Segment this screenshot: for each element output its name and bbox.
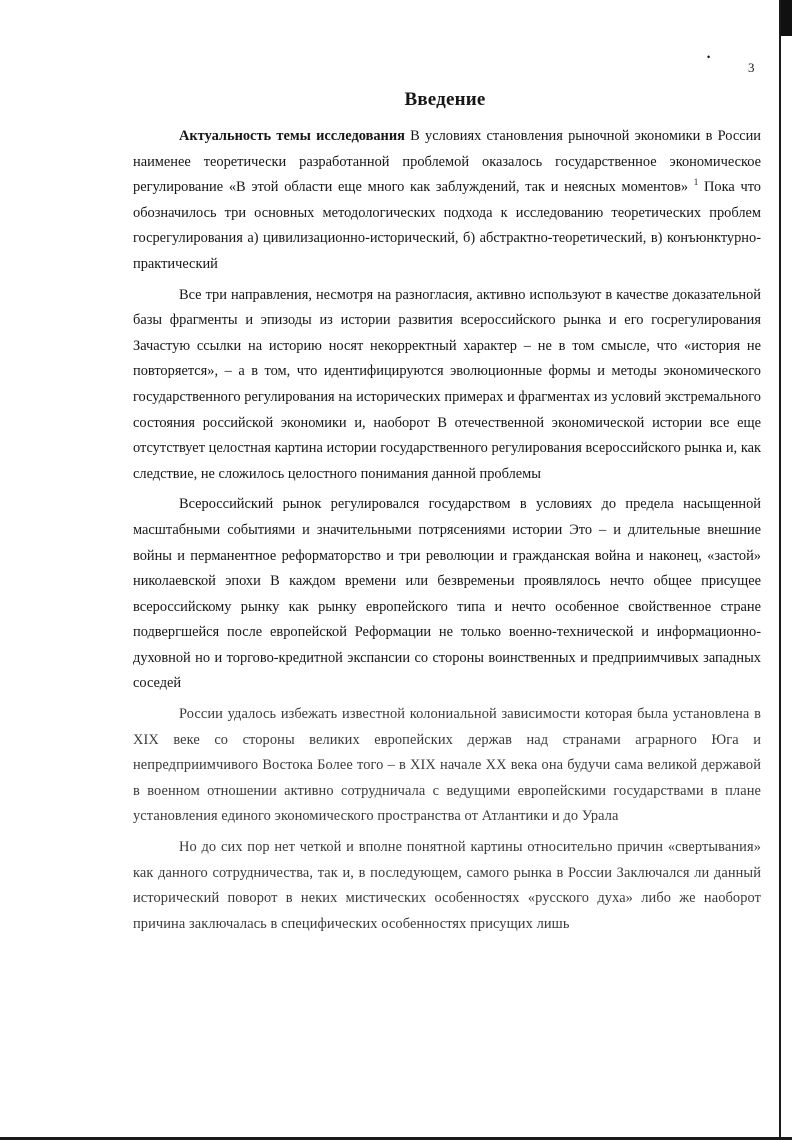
- topic-label: Актуальность темы исследования: [179, 128, 405, 144]
- page-mark: •: [707, 52, 711, 62]
- page-title: Введение: [404, 89, 486, 110]
- paragraph-intro-text-end: Пока что обозначилось три основных методологических подхода к исследованию теоретических проблем госрегулирования а) цивилизационно-исторический, б) абстрактно-теоретический, в) конъюнктурно-практический: [133, 179, 761, 272]
- paragraph: Но до сих пор нет четкой и вполне понятной картины относительно причин «свертывания» как данного сотрудничества, так и, в последующем, самого рынка в России Заключался ли данный исторический поворот в неких мистических особенностях «русского духа» либо же наоборот причина заключалась в специфических особенностях присущих лишь: [133, 839, 761, 932]
- paragraph-intro: [133, 124, 761, 278]
- paragraph: России удалось избежать известной колониальной зависимости которая была установлена в XIX веке со стороны великих европейских держав над странами аграрного Юга и непредприимчивого Востока Более того – в XIX начале XX века она будучи сама великой державой в военном отношении активно сотрудничала с ведущими европейскими государствами в плане установления единого экономического пространства от Атлантики и до Урала: [133, 706, 761, 825]
- body-text: [133, 124, 761, 937]
- scan-edge-right: [779, 0, 781, 1140]
- footnote-marker: 1: [693, 177, 699, 188]
- paragraph: Всероссийский рынок регулировался государством в условиях до предела насыщенной масштабными событиями и значительными потрясениями истории Это – и длительные внешние войны и перманентное реформаторство и три революции и гражданская война и наконец, «застой» николаевской эпохи В каждом времени или безвременьи проявлялось нечто общее присущее всероссийскому рынку как рынку европейского типа и нечто особенное свойственное стране подвергшейся после европейской Реформации не только военно-технической и информационно-духовной но и торгово-кредитной экспансии со стороны воинственных и предприимчивых западных соседей: [133, 496, 761, 692]
- page-number: 3: [748, 60, 755, 75]
- paragraph-intro-text: В условиях становления рыночной экономики в России наименее теоретически разработанной проблемой оказалось государственное экономическое регулирование «В этой области еще много как заблуждений, так и неясных моментов»: [133, 128, 762, 196]
- scan-edge-corner: [781, 0, 792, 36]
- paragraph: Все три направления, несмотря на разногласия, активно используют в качестве доказательной базы фрагменты и эпизоды из истории развития всероссийского рынка и его госрегулирования Зачастую ссылки на историю носят некорректный характер – не в том смысле, что «история не повторяется», – а в том, что идентифицируются эволюционные формы и методы экономического государственного регулирования на исторических примерах и фрагментах из условий экстремального состояния российской экономики и, наоборот В отечественной экономической истории все еще отсутствует целостная картина истории государственного регулирования всероссийского рынка и, как следствие, не сложилось целостного понимания данной проблемы: [133, 286, 761, 482]
